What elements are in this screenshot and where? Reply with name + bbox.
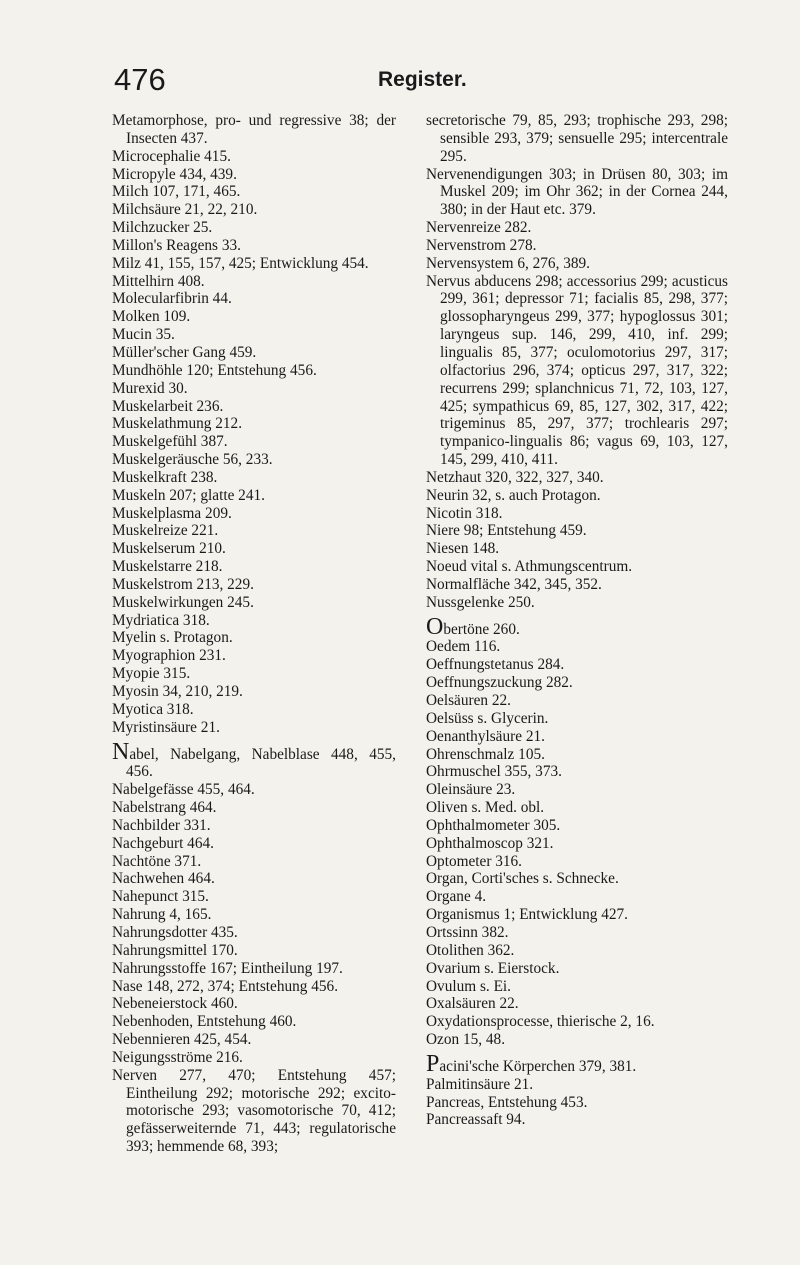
- index-entry: Nervensystem 6, 276, 389.: [426, 254, 590, 272]
- index-entry: Obertöne 260.: [426, 613, 520, 640]
- index-entry: Mundhöhle 120; Entstehung 456.: [112, 361, 317, 379]
- index-entry: Myosin 34, 210, 219.: [112, 683, 243, 700]
- index-entry: Palmitinsäure 21.: [426, 1075, 534, 1093]
- section-gap: [426, 612, 728, 621]
- index-entry: Pacini'sche Körperchen 379, 381.: [426, 1050, 637, 1077]
- section-gap: [112, 737, 396, 746]
- index-entry: Nahepunct 315.: [112, 888, 209, 906]
- index-entry: Nicotin 318.: [426, 504, 503, 522]
- index-entry: Muskelgefühl 387.: [112, 433, 228, 451]
- index-entry: Molken 109.: [112, 308, 191, 326]
- index-entry: Nahrung 4, 165.: [112, 906, 212, 924]
- index-section-n-continued: [426, 112, 728, 612]
- index-section-o: [426, 613, 728, 1049]
- index-entry: Nachbilder 331.: [112, 816, 211, 834]
- index-entry: Metamorphose, pro- und regressive 38; der Insecten 437.: [112, 112, 396, 147]
- index-entry: Microcephalie 415.: [112, 147, 231, 165]
- index-entry: Optometer 316.: [426, 852, 523, 870]
- index-section-p: [426, 1050, 728, 1129]
- index-entry: Millon's Reagens 33.: [112, 236, 241, 254]
- right-column: [426, 112, 728, 1129]
- index-entry: Oleinsäure 23.: [426, 781, 516, 799]
- index-entry: Normalfläche 342, 345, 352.: [426, 575, 602, 593]
- index-entry: Oedem 116.: [426, 638, 501, 656]
- index-entry: Muskelstrom 213, 229.: [112, 575, 254, 593]
- index-entry: Oeffnungstetanus 284.: [426, 656, 565, 674]
- index-entry: Myristinsäure 21.: [112, 718, 220, 736]
- index-entry: Murexid 30.: [112, 379, 188, 397]
- page-header: [110, 62, 740, 102]
- index-entry: Nervenendigungen 303; in Drüsen 80, 303; im Muskel 209; im Ohr 362; in der Cornea 244, 380; in der Haut etc. 379.: [426, 165, 728, 219]
- index-entry: Nervus abducens 298; accessorius 299; acusticus 299, 361; depressor 71; facialis 85, 298, 377; glossopharyngeus 299, 377; hypoglossus 301; laryngeus sup. 146, 299, 410, inf. 299; lingualis 85, 377; oculomotorius 297, 317; olfactorius 296, 374; opticus 297, 317, 322; recurrens 299; splanchnicus 71, 72, 103, 127, 425; sympathicus 69, 85, 127, 302, 317, 422; trigeminus 85, 297, 377; trochlearis 297; tympanico-lingualis 86; vagus 69, 103, 127, 145, 299, 410, 411.: [426, 272, 728, 469]
- index-entry: Myographion 231.: [112, 647, 226, 665]
- index-entry: Milchsäure 21, 22, 210.: [112, 201, 258, 219]
- index-entry: Pancreassaft 94.: [426, 1111, 526, 1129]
- index-entry: Mittelhirn 408.: [112, 272, 205, 290]
- index-entry: Nase 148, 272, 374; Entstehung 456.: [112, 977, 339, 995]
- index-entry: Oenanthylsäure 21.: [426, 727, 545, 745]
- index-entry: Ohrenschmalz 105.: [426, 745, 545, 763]
- index-entry: Nervenreize 282.: [426, 219, 532, 237]
- index-entry: Ovulum s. Ei.: [426, 977, 511, 995]
- index-entry: Nahrungsstoffe 167; Eintheilung 197.: [112, 959, 343, 977]
- index-entry: Ozon 15, 48.: [426, 1031, 506, 1049]
- index-entry: Niesen 148.: [426, 540, 500, 558]
- index-entry: Nabelgefässe 455, 464.: [112, 781, 255, 799]
- index-entry: Netzhaut 320, 322, 327, 340.: [426, 468, 604, 486]
- index-entry: Molecularfibrin 44.: [112, 290, 232, 308]
- index-entry: Organismus 1; Entwicklung 427.: [426, 906, 628, 924]
- index-entry: Milch 107, 171, 465.: [112, 183, 241, 201]
- index-entry: Myopie 315.: [112, 665, 191, 683]
- index-entry: Müller'scher Gang 459.: [112, 343, 257, 361]
- index-entry: Nervenstrom 278.: [426, 236, 537, 254]
- index-entry: Nebennieren 425, 454.: [112, 1031, 252, 1049]
- index-entry: Organ, Corti'sches s. Schnecke.: [426, 870, 619, 888]
- index-entry: Nebeneierstock 460.: [112, 995, 238, 1013]
- index-entry: Noeud vital s. Athmungscentrum.: [426, 558, 633, 576]
- section-gap: [426, 1049, 728, 1058]
- index-entry: Ophthalmometer 305.: [426, 816, 561, 834]
- index-entry: Nachgeburt 464.: [112, 834, 214, 852]
- index-entry: Oliven s. Med. obl.: [426, 799, 545, 817]
- section-initial-letter: P: [426, 1050, 440, 1077]
- index-section-m: [112, 112, 396, 737]
- index-entry: Mydriatica 318.: [112, 611, 210, 629]
- index-entry: Muskelathmung 212.: [112, 415, 243, 433]
- index-entry: Neigungsströme 216.: [112, 1048, 243, 1066]
- index-entry: Nahrungsmittel 170.: [112, 941, 238, 959]
- index-entry: Oxydationsprocesse, thierische 2, 16.: [426, 1013, 655, 1031]
- index-entry: Muskelarbeit 236.: [112, 397, 224, 415]
- index-entry: Myelin s. Protagon.: [112, 629, 233, 647]
- index-entry: Nebenhoden, Entstehung 460.: [112, 1013, 297, 1031]
- index-entry: Neurin 32, s. auch Protagon.: [426, 486, 601, 504]
- index-entry: Oeffnungszuckung 282.: [426, 674, 573, 692]
- index-entry: Ortssinn 382.: [426, 923, 509, 941]
- page-number: 476: [114, 62, 166, 97]
- index-entry: Muskelwirkungen 245.: [112, 593, 254, 611]
- index-entry: Otolithen 362.: [426, 941, 515, 959]
- index-entry: Nabel, Nabelgang, Nabelblase 448, 455, 456.: [112, 738, 396, 781]
- index-entry: Oelsüss s. Glycerin.: [426, 709, 549, 727]
- running-title: Register.: [378, 68, 467, 91]
- index-entry: Nerven 277, 470; Entstehung 457; Eintheilung 292; motorische 292; excito-motorische 293; vasomotorische 70, 412; gefässerweiternde 71, 443; regulatorische 393; hemmende 68, 393;: [112, 1066, 396, 1156]
- index-entry: Ophthalmoscop 321.: [426, 834, 554, 852]
- index-entry: Milz 41, 155, 157, 425; Entwicklung 454.: [112, 254, 369, 272]
- index-entry: Mucin 35.: [112, 326, 175, 344]
- section-initial-letter: O: [426, 613, 444, 640]
- index-entry: Nahrungsdotter 435.: [112, 923, 238, 941]
- index-entry: Oelsäuren 22.: [426, 692, 511, 709]
- index-entry: Muskelgeräusche 56, 233.: [112, 451, 273, 469]
- index-entry: Nachwehen 464.: [112, 870, 215, 888]
- index-entry: Pancreas, Entstehung 453.: [426, 1093, 588, 1111]
- index-section-n: [112, 738, 396, 1156]
- index-entry: Nachtöne 371.: [112, 852, 202, 870]
- index-entry: Niere 98; Entstehung 459.: [426, 522, 587, 540]
- index-entry: Myotica 318.: [112, 700, 194, 718]
- index-entry: Muskelstarre 218.: [112, 558, 223, 576]
- index-entry: Muskelplasma 209.: [112, 504, 232, 522]
- index-entry: Ohrmuschel 355, 373.: [426, 763, 562, 781]
- index-entry: Muskelkraft 238.: [112, 468, 218, 486]
- index-entry: Milchzucker 25.: [112, 219, 213, 237]
- index-entry: Muskelserum 210.: [112, 540, 226, 558]
- index-entry: Oxalsäuren 22.: [426, 995, 519, 1013]
- left-column: [112, 112, 396, 1156]
- index-entry: Muskeln 207; glatte 241.: [112, 486, 265, 504]
- index-entry: Ovarium s. Eierstock.: [426, 959, 560, 977]
- index-entry: Organe 4.: [426, 888, 487, 906]
- index-entry: Nabelstrang 464.: [112, 799, 217, 817]
- section-initial-letter: N: [112, 738, 130, 765]
- index-entry: secretorische 79, 85, 293; trophische 293, 298; sensible 293, 379; sensuelle 295; intercentrale 295.: [426, 112, 728, 165]
- index-entry: Micropyle 434, 439.: [112, 165, 237, 183]
- index-entry: Muskelreize 221.: [112, 522, 219, 540]
- index-entry: Nussgelenke 250.: [426, 593, 535, 611]
